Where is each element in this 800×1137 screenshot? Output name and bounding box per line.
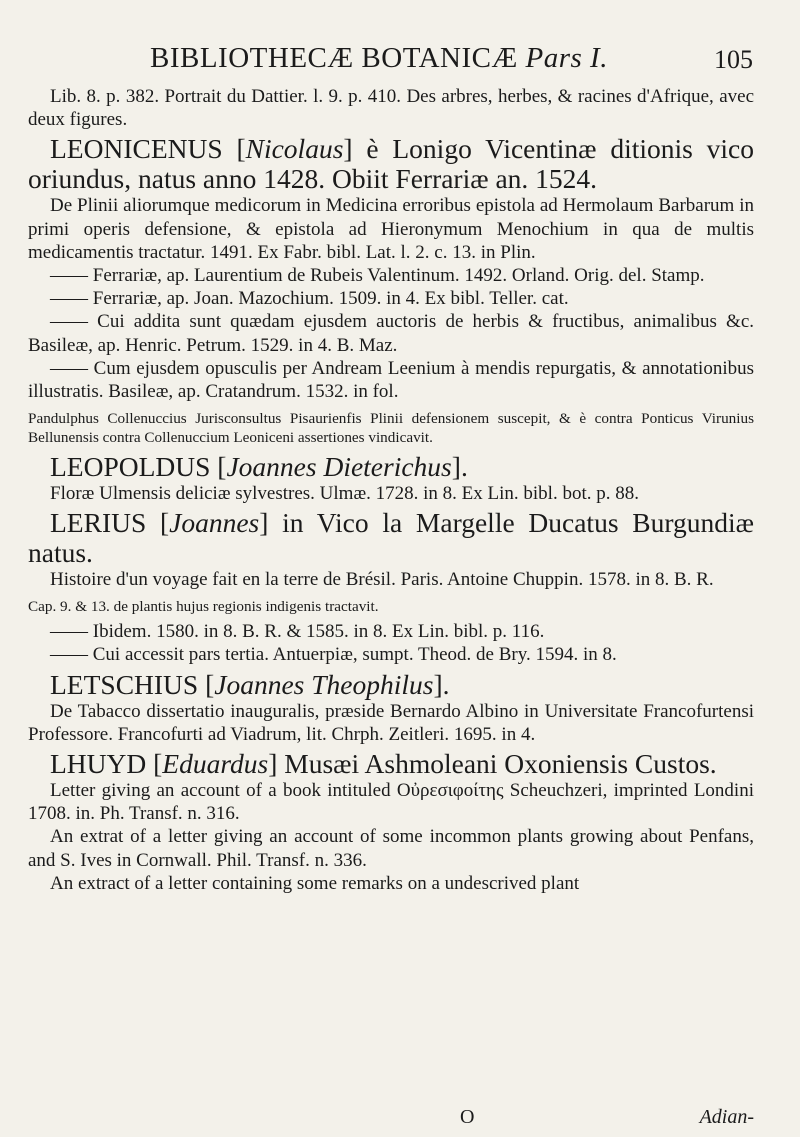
author-name: LETSCHIUS <box>50 668 199 700</box>
running-title <box>150 42 608 75</box>
author-description: . <box>460 450 468 482</box>
entry-paragraph: —— Cui accessit pars tertia. Antuerpiæ, sumpt. Theod. de Bry. 1594. in 8. <box>50 644 617 666</box>
catchword: Adian- <box>699 1106 754 1128</box>
entry-paragraph: —— Ferrariæ, ap. Laurentium de Rubeis Valentinum. 1492. Orland. Orig. del. Stamp. <box>50 265 705 287</box>
page-body <box>28 85 754 895</box>
running-header <box>0 20 800 80</box>
entry-paragraph: —— Ferrariæ, ap. Joan. Mazochium. 1509. in 4. Ex bibl. Teller. cat. <box>50 288 569 310</box>
entry-paragraph: An extract of a letter containing some remarks on a undescrived plant <box>50 872 580 894</box>
author-name: LEOPOLDUS <box>50 450 211 482</box>
entry-paragraph: —— Cui addita sunt quædam ejusdem auctoris de herbis & fructibus, animalibus &c. Basileæ, ap. Henric. Petrum. 1529. in 4. B. Maz. <box>28 311 754 356</box>
entry-paragraph: —— Cum ejusdem opusculis per Andream Leenium à mendis repurgatis, & annotationibus illustratis. Basileæ, ap. Cratandrum. 1532. in fol. <box>28 357 754 403</box>
author-description: è Lonigo Vicentinæ ditionis vico oriundus, natus anno 1428. Obiit Ferrariæ an. 1524. <box>28 133 754 195</box>
author-forename: Joannes Theophilus <box>214 668 434 700</box>
author-heading: LETSCHIUS [Joannes Theophilus]. <box>50 668 450 700</box>
author-heading: LEOPOLDUS [Joannes Dieterichus]. <box>50 450 468 482</box>
author-description: Musæi Ashmoleani Oxoniensis Custos. <box>277 748 717 780</box>
author-heading: LEONICENUS [Nicolaus] è Lonigo Vicentinæ ditionis vico oriundus, natus anno 1428. Obiit Ferrariæ an. 1524. <box>28 133 754 195</box>
author-forename: Nicolaus <box>245 133 344 165</box>
entry-paragraph: Histoire d'un voyage fait en la terre de Brésil. Paris. Antoine Chuppin. 1578. in 8. B. R. <box>50 568 714 590</box>
entry-paragraph: Letter giving an account of a book intituled Οὐρεσιφοίτης Scheuchzeri, imprinted Londini 1708. in. Ph. Transf. n. 316. <box>28 780 754 825</box>
author-forename: Joannes Dieterichus <box>226 450 452 482</box>
author-name: LHUYD <box>50 748 147 780</box>
author-name: LEONICENUS <box>50 133 223 165</box>
note-paragraph: Pandulphus Collenuccius Jurisconsultus Pisaurienfis Plinii defensionem suscepit, & è contra Ponticus Virunius Bellunensis contra Collenuccium Leoniceni assertiones vindicavit. <box>28 410 754 447</box>
entry-paragraph: De Tabacco dissertatio inauguralis, præside Bernardo Albino in Universitate Francofurtensi Professore. Francofurti ad Viadrum, lit. Chrph. Zeitleri. 1695. in 4. <box>28 700 754 745</box>
author-heading: LERIUS [Joannes] in Vico la Margelle Ducatus Burgundiæ natus. <box>28 506 754 568</box>
entry-paragraph: Floræ Ulmensis deliciæ sylvestres. Ulmæ. 1728. in 8. Ex Lin. bibl. bot. p. 88. <box>50 482 639 504</box>
author-forename: Eduardus <box>162 748 269 780</box>
entry-paragraph: —— Ibidem. 1580. in 8. B. R. & 1585. in 8. Ex Lin. bibl. p. 116. <box>50 621 545 643</box>
signature-mark: O <box>460 1106 475 1128</box>
running-title-main: BIBLIOTHECÆ BOTANICÆ <box>150 42 518 74</box>
entry-paragraph: Lib. 8. p. 382. Portrait du Dattier. l. 9. p. 410. Des arbres, herbes, & racines d'Afrique, avec deux figures. <box>28 86 754 131</box>
page-number: 105 <box>714 45 753 74</box>
author-description: . <box>442 668 450 700</box>
entry-paragraph: An extrat of a letter giving an account of some incommon plants growing about Penfans, and S. Ives in Cornwall. Phil. Transf. n. 336. <box>28 826 754 871</box>
entry-paragraph: De Plinii aliorumque medicorum in Medicina erroribus epistola ad Hermolaum Barbarum in primi operis defensione, & epistola ad Hieronymum Menochium in qua de multis medicamentis tractatur. 1491. Ex Fabr. bibl. Lat. l. 2. c. 13. in Plin. <box>28 195 754 263</box>
note-paragraph: Cap. 9. & 13. de plantis hujus regionis indigenis tractavit. <box>28 598 379 616</box>
author-forename: Joannes <box>169 506 260 538</box>
running-title-part: Pars I. <box>525 42 608 74</box>
author-description: in Vico la Margelle Ducatus Burgundiæ natus. <box>28 506 754 568</box>
author-heading: LHUYD [Eduardus] Musæi Ashmoleani Oxoniensis Custos. <box>50 748 717 780</box>
author-name: LERIUS <box>50 506 147 538</box>
